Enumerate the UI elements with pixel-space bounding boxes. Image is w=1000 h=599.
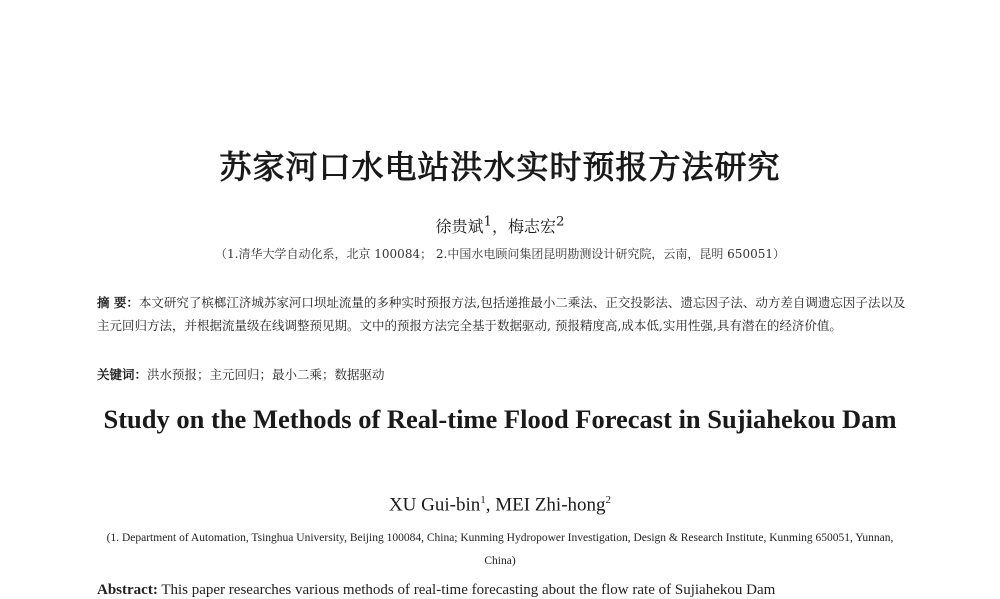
abstract-text-en: This paper researches various methods of real-time forecasting about the flow rate of Sujiahekou Dam bbox=[161, 582, 776, 598]
author-superscript: 1 bbox=[483, 214, 492, 230]
author-superscript: 1 bbox=[480, 494, 486, 506]
authors-cn bbox=[0, 214, 1000, 237]
paper-title-en: Study on the Methods of Real-time Flood Forecast in Sujiahekou Dam bbox=[103, 404, 897, 434]
abstract-label-cn: 摘 要： bbox=[97, 295, 139, 310]
author-name: 徐贵斌 bbox=[435, 217, 484, 236]
affiliation-cn: （1.清华大学自动化系，北京 100084； 2.中国水电顾问集团昆明勘测设计研究院，云南，昆明 650051） bbox=[215, 247, 785, 261]
keywords-cn bbox=[97, 365, 385, 383]
abstract-label-en: Abstract: bbox=[97, 582, 158, 598]
author-superscript: 2 bbox=[556, 214, 565, 230]
keywords-label-cn: 关键词： bbox=[97, 367, 148, 382]
author-separator: ， bbox=[491, 217, 508, 236]
abstract-cn bbox=[97, 291, 912, 337]
abstract-en bbox=[97, 582, 775, 599]
abstract-text-cn: 本文研究了槟榔江济城苏家河口坝址流量的多种实时预报方法,包括递推最小二乘法、正交投影法、遗忘因子法、动方差自调遗忘因子法以及主元回归方法，并根据流量级在线调整预见期。文中的预报方法完全基于数据驱动, 预报精度高,成本低,实用性强,具有潜在的经济价值。 bbox=[97, 295, 906, 333]
author-superscript: 2 bbox=[605, 494, 612, 506]
author-name: MEI Zhi-hong bbox=[495, 494, 606, 516]
authors-en bbox=[0, 494, 1000, 516]
author-name: 梅志宏 bbox=[508, 217, 557, 236]
keywords-text-cn: 洪水预报；主元回归；最小二乘；数据驱动 bbox=[147, 367, 385, 382]
affiliation-en: (1. Department of Automation, Tsinghua University, Beijing 100084, China; Kunming Hydropower Investigation, Design & Research Institute, Kunming 650051, Yunnan, China) bbox=[106, 532, 894, 567]
paper-title-cn: 苏家河口水电站洪水实时预报方法研究 bbox=[219, 148, 781, 186]
author-name: XU Gui-bin bbox=[388, 494, 481, 516]
author-separator: , bbox=[485, 494, 496, 516]
